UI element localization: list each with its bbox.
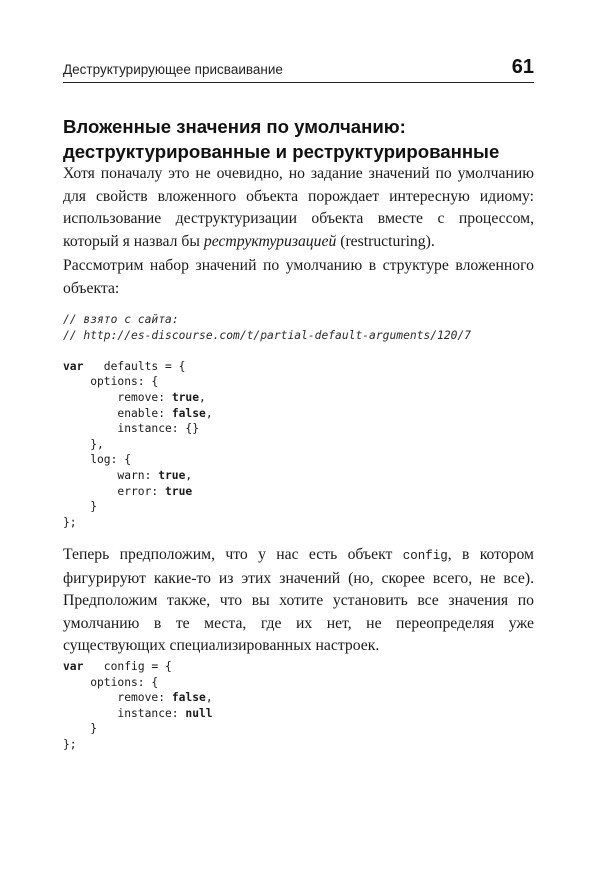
- code-line: log: {: [90, 453, 131, 467]
- paragraph-intro: [63, 163, 534, 253]
- code-literal: true: [158, 468, 186, 482]
- keyword-var: var: [63, 359, 84, 373]
- code-line: [63, 484, 543, 500]
- code-key: remove:: [117, 390, 172, 404]
- section-heading-line-1: Вложенные значения по умолчанию:: [63, 116, 406, 137]
- code-literal: false: [171, 691, 206, 705]
- code-comment-url: // http://es-discourse.com/t/partial-default-arguments/120/7: [63, 328, 472, 342]
- code-line: };: [63, 737, 77, 751]
- code-decl: defaults = {: [83, 359, 186, 373]
- code-key: remove:: [117, 691, 172, 705]
- inline-code-config: config: [402, 549, 448, 563]
- code-block-config: [63, 659, 543, 753]
- code-literal: true: [165, 484, 193, 498]
- paragraph-consider: Рассмотрим набор значений по умолчанию в структуре вложенного объекта:: [63, 257, 534, 297]
- paragraph-config-tail: , в котором фигурируют какие-то из этих значений (но, скорее всего, не все). Предположим также, что вы хотите установить все значения по умолчанию в те места, где их нет, не переопределяя уже существующих специализированных настроек.: [63, 546, 534, 654]
- code-line: remove: true,: [117, 390, 206, 404]
- keyword-var: var: [63, 660, 84, 673]
- code-literal: false: [171, 406, 206, 420]
- section-heading-line-2: деструктурированные и реструктурированные: [63, 141, 500, 162]
- code-line: [63, 706, 543, 722]
- emphasis-restructuring: реструктуризацией: [203, 232, 337, 250]
- code-line: options: {: [90, 675, 159, 689]
- paragraph-intro-text: Хотя поначалу это не очевидно, но задание значений по умолчанию для свойств вложенного объекта порождает интересную идиому: использование деструктуризации объекта вместе с процессом, который я назвал бы: [63, 165, 534, 250]
- code-line: warn: true,: [117, 468, 193, 482]
- code-line: };: [63, 515, 77, 529]
- page-number: 61: [511, 56, 534, 78]
- code-line: options: {: [90, 375, 159, 389]
- code-line: }: [90, 500, 97, 514]
- code-key: instance:: [117, 706, 186, 720]
- code-blank-line: [63, 343, 543, 359]
- code-line-decl: [63, 359, 543, 375]
- code-line: remove: false,: [117, 691, 213, 705]
- code-literal: true: [171, 390, 200, 404]
- code-line: }: [90, 722, 97, 736]
- code-line: instance: {}: [117, 422, 200, 436]
- running-title: Деструктурирующее присваивание: [63, 62, 283, 77]
- code-line: enable: false,: [117, 406, 213, 420]
- code-literal: null: [185, 706, 213, 720]
- running-header: [63, 54, 534, 83]
- code-block-defaults: [63, 312, 543, 530]
- paragraph-intro-tail: (restructuring).: [336, 232, 435, 250]
- code-comment: // взято с сайта:: [63, 313, 179, 326]
- paragraph-config: [63, 544, 534, 658]
- code-line: },: [90, 437, 104, 451]
- code-key: enable:: [117, 406, 172, 420]
- code-decl: config = {: [83, 660, 172, 673]
- code-key: error:: [117, 484, 165, 498]
- paragraph-config-text: Теперь предположим, что у нас есть объект: [63, 546, 403, 563]
- code-line-decl: [63, 659, 543, 675]
- code-key: warn:: [117, 468, 159, 482]
- section-heading: [63, 114, 543, 164]
